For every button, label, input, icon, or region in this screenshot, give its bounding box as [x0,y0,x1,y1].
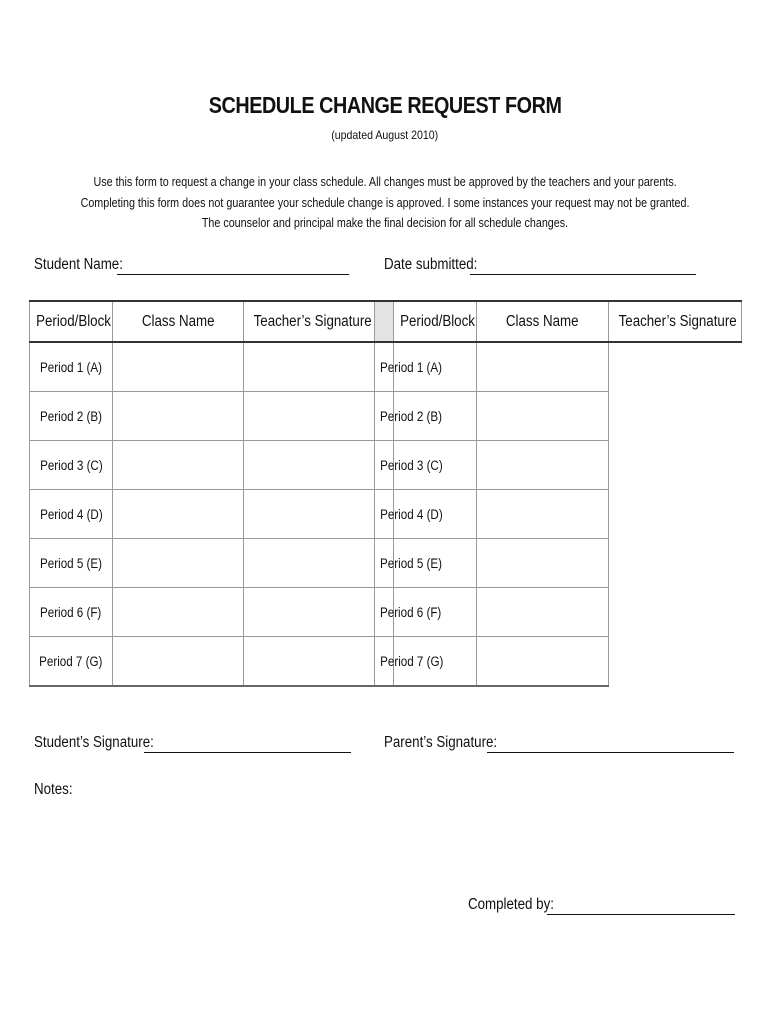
table-row [30,441,742,490]
column-divider [375,301,394,342]
header-teacher-signature: Teacher’s Signature [244,301,375,342]
instruction-line: Completing this form does not guarantee your schedule change is approved. I some instances your request may not be granted. [80,195,690,210]
header-class-name: Class Name [477,301,609,342]
instruction-line: The counselor and principal make the final decision for all schedule changes. [201,216,569,230]
class-name-cell[interactable] [113,637,244,687]
teacher-signature-cell[interactable] [477,539,609,588]
form-title: SCHEDULE CHANGE REQUEST FORM [208,92,562,118]
period-cell: Period 4 (D) [375,490,394,539]
date-submitted-label: Date submitted: [384,256,478,273]
teacher-signature-cell[interactable] [244,588,375,637]
class-name-cell[interactable] [113,490,244,539]
teacher-signature-cell[interactable] [244,539,375,588]
period-cell: Period 5 (E) [375,539,394,588]
period-cell: Period 5 (E) [30,539,113,588]
completed-by-label: Completed by: [468,896,554,913]
instruction-line: Use this form to request a change in your class schedule. All changes must be approved by the teachers and your parents. [93,175,677,189]
table-row [30,490,742,539]
class-name-cell[interactable] [113,342,244,392]
period-cell: Period 6 (F) [375,588,394,637]
teacher-signature-cell[interactable] [244,637,375,687]
teacher-signature-cell[interactable] [477,392,609,441]
period-cell: Period 3 (C) [375,441,394,490]
header-teacher-signature: Teacher’s Signature [609,301,742,342]
header-period-block: Period/Block [30,301,113,342]
period-cell: Period 1 (A) [375,342,394,392]
period-cell: Period 7 (G) [30,637,113,687]
period-cell: Period 3 (C) [30,441,113,490]
student-signature-label: Student’s Signature: [34,734,154,751]
form-subtitle: (updated August 2010) [331,128,439,142]
class-name-cell[interactable] [113,441,244,490]
table-row [30,588,742,637]
table-header-row [30,301,742,342]
date-submitted-field[interactable] [470,274,696,275]
period-cell: Period 6 (F) [30,588,113,637]
table-row [30,539,742,588]
completed-by-field[interactable] [547,914,735,915]
class-name-cell[interactable] [113,588,244,637]
teacher-signature-cell[interactable] [477,490,609,539]
period-cell: Period 7 (G) [375,637,394,687]
parent-signature-label: Parent’s Signature: [384,734,498,751]
student-name-label: Student Name: [34,256,123,273]
instructions [0,172,770,234]
header-period-block: Period/Block [394,301,477,342]
period-cell: Period 2 (B) [375,392,394,441]
teacher-signature-cell[interactable] [477,441,609,490]
table-row [30,342,742,392]
teacher-signature-cell[interactable] [477,588,609,637]
period-cell: Period 4 (D) [30,490,113,539]
table-row [30,392,742,441]
teacher-signature-cell[interactable] [244,342,375,392]
period-cell: Period 2 (B) [30,392,113,441]
schedule-table [29,300,742,687]
period-cell: Period 1 (A) [30,342,113,392]
student-signature-field[interactable] [144,752,351,753]
student-name-field[interactable] [117,274,349,275]
teacher-signature-cell[interactable] [244,441,375,490]
teacher-signature-cell[interactable] [477,342,609,392]
class-name-cell[interactable] [113,392,244,441]
parent-signature-field[interactable] [487,752,734,753]
table-row [30,637,742,687]
notes-label: Notes: [34,781,73,798]
teacher-signature-cell[interactable] [244,392,375,441]
class-name-cell[interactable] [113,539,244,588]
teacher-signature-cell[interactable] [244,490,375,539]
header-class-name: Class Name [113,301,244,342]
teacher-signature-cell[interactable] [477,637,609,687]
